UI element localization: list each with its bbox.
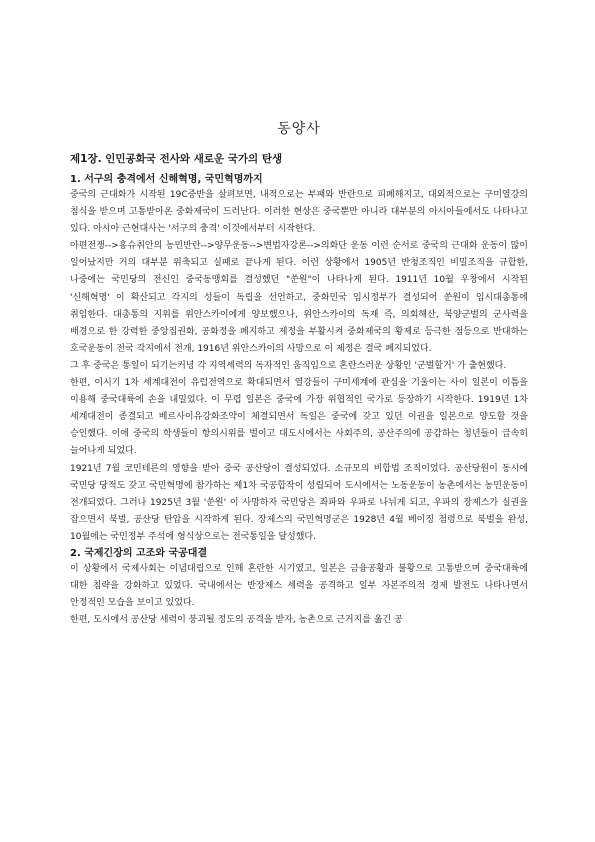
section-2 bbox=[70, 546, 528, 629]
document-title: 동양사 bbox=[277, 121, 321, 137]
paragraph: 1921년 7월 코민테른의 영향을 받아 중국 공산당이 결성되었다. 소규모의 비합법 조직이었다. 공산당원이 동시에 국민당 당적도 갖고 국민혁명에 참가하는 제1차 국공합작이 성립되어 도시에서는 노동운동이 농촌에서는 농민운동이 전개되었다. 그러나 1925년 3월 '쑨원' 이 사망하자 국민당은 좌파와 우파로 나뉘게 되고, 우파의 장제스가 실권을 잡으면서 북벌, 공산당 탄압을 시작하게 된다. 장제스의 국민혁명군은 1928년 4월 베이징 점령으로 북벌을 완성, 10월에는 국민정부 주석에 형식상으로는 전국통일을 달성했다. bbox=[70, 463, 528, 542]
section-heading: 1. 서구의 충격에서 신해혁명, 국민혁명까지 bbox=[70, 174, 263, 185]
paragraph: 그 후 중국은 통일이 되기는커녕 각 지역세력의 독자적인 움직임으로 혼란스러운 상황인 '군벌할거' 가 출현했다. bbox=[70, 360, 507, 371]
paragraph: 이 상황에서 국제사회는 이념대립으로 인해 혼란한 시기였고, 일본은 금융공황과 불황으로 고통받으며 중국대륙에 대한 침략을 강화하고 있었다. 국내에서는 반장제스 세력을 공격하고 일부 자본주의적 경제 발전도 나타나면서 안정적인 모습을 보이고 있었다. bbox=[70, 563, 528, 609]
paragraph: 아편전쟁-->홍슈취안의 농민반란-->양무운동-->변법자강론-->의화단 운동 이런 순서로 중국의 근대화 운동이 많이 일어났지만 거의 대부분 위축되고 실패로 끝나게 된다. 이런 상황에서 1905년 반청조직인 비밀조직을 규합한, 나중에는 국민당의 전신인 중국동맹회를 결성했던 "쑨원"이 나타나게 된다. 1911년 10월 우창에서 시작된 '신해혁명' 이 확산되고 각지의 성들이 독립을 선언하고, 중화민국 임시정부가 결성되어 쑨원이 임시대총통에 취임한다. 대총통의 지위를 위안스카이에게 양보했으나, 위안스카이의 독재 즉, 의회해산, 북양군벌의 군사력을 배경으로 한 강력한 중앙집권화, 공화정을 폐지하고 제정을 부활시켜 중화제국의 황제로 등극한 점등으로 반대하는 호국운동이 전국 각지에서 전개, 1916년 위안스카이의 사망으로 이 제정은 결국 폐지되었다. bbox=[70, 241, 528, 354]
paragraph: 한편, 이시기 1차 세계대전이 유럽전역으로 확대되면서 열강들이 구미세계에 관심을 기울이는 사이 일본이 이틈을 이용해 중국대륙에 손을 내밀었다. 이 무렵 일본은 중국에 가장 위협적인 국가로 등장하기 시작한다. 1919년 1차 세계대전이 종결되고 베르사이유강화조약이 체결되면서 독일은 중국에 갖고 있던 이권을 일본으로 양도할 것을 승인했다. 이에 중국의 학생들이 항의시위를 벌이고 대도시에서는 사회주의, 공산주의에 공감하는 청년들이 급속히 늘어나게 되었다. bbox=[70, 378, 528, 457]
chapter-heading: 제1장. 인민공화국 전사와 새로운 국가의 탄생 bbox=[70, 153, 283, 165]
paragraph: 한편, 도시에서 공산당 세력이 붕괴될 정도의 공격을 받자, 농촌으로 근거지를 옮긴 공 bbox=[70, 615, 403, 626]
paragraph: 중국의 근대화가 시작된 19C중반을 살펴보면, 내적으로는 부패와 반란으로 피폐해지고, 대외적으로는 구미열강의 침식을 받으며 고통받아온 중화제국이 드러난다. 이러한 현상은 중국뿐만 아니라 대부분의 아시아들에서도 나타나고 있다. 아시아 근현대사는 '서구의 충격' 이것에서부터 시작한다. bbox=[70, 190, 528, 235]
section-1 bbox=[70, 172, 528, 546]
section-heading: 2. 국제긴장의 고조와 국공대결 bbox=[70, 547, 208, 559]
document-page bbox=[70, 118, 528, 629]
